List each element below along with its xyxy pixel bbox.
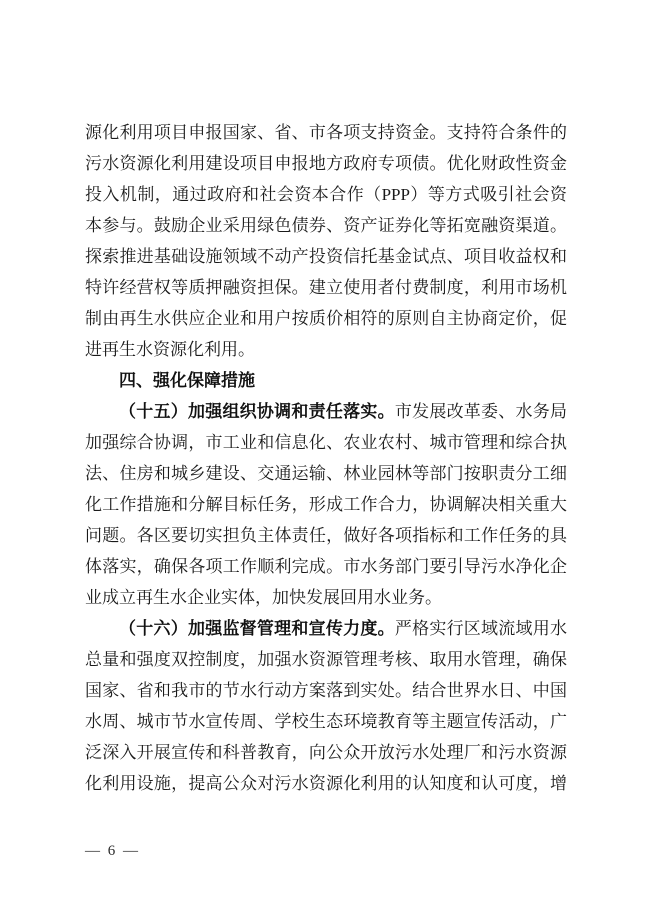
text-run: 市发展改革委、水务局 [394, 402, 567, 421]
text-line: 探索推进基础设施领域不动产投资信托基金试点、项目收益权和 [85, 247, 567, 266]
section-heading: 四、强化保障措施 [119, 371, 255, 390]
document-body [85, 117, 567, 799]
text-line: 体落实，确保各项工作顺利完成。市水务部门要引导污水净化企 [85, 557, 567, 576]
text-line: 业成立再生水企业实体，加快发展回用水业务。 [85, 588, 442, 607]
text-line: 污水资源化利用建设项目申报地方政府专项债。优化财政性资金 [85, 154, 567, 173]
text-line: 化利用设施，提高公众对污水资源化利用的认知度和认可度，增 [85, 774, 567, 793]
text-line [85, 613, 567, 644]
text-line: 泛深入开展宣传和科普教育，向公众开放污水处理厂和污水资源 [85, 743, 567, 762]
text-run: 严格实行区域流域用水 [394, 619, 567, 638]
text-line: 总量和强度双控制度，加强水资源管理考核、取用水管理，确保 [85, 650, 567, 669]
item16-title: （十六）加强监督管理和宣传力度。 [119, 619, 395, 638]
text-line: 制由再生水供应企业和用户按质价相符的原则自主协商定价，促 [85, 309, 567, 328]
text-line: 国家、省和我市的节水行动方案落到实处。结合世界水日、中国 [85, 681, 567, 700]
text-line: 投入机制，通过政府和社会资本合作（PPP）等方式吸引社会资 [85, 185, 567, 204]
text-line: 加强综合协调，市工业和信息化、农业农村、城市管理和综合执 [85, 433, 567, 452]
text-line [85, 396, 567, 427]
text-line: 特许经营权等质押融资担保。建立使用者付费制度，利用市场机 [85, 278, 567, 297]
text-line: 进再生水资源化利用。 [85, 340, 255, 359]
text-line: 问题。各区要切实担负主体责任，做好各项指标和工作任务的具 [85, 526, 567, 545]
item15-title: （十五）加强组织协调和责任落实。 [119, 402, 395, 421]
text-line: 化工作措施和分解目标任务，形成工作合力，协调解决相关重大 [85, 495, 567, 514]
text-line: 本参与。鼓励企业采用绿色债券、资产证券化等拓宽融资渠道。 [85, 216, 567, 235]
text-line: 源化利用项目申报国家、省、市各项支持资金。支持符合条件的 [85, 123, 567, 142]
text-line: 水周、城市节水宣传周、学校生态环境教育等主题宣传活动，广 [85, 712, 567, 731]
page-number: — 6 — [85, 843, 140, 859]
text-line: 法、住房和城乡建设、交通运输、林业园林等部门按职责分工细 [85, 464, 567, 483]
